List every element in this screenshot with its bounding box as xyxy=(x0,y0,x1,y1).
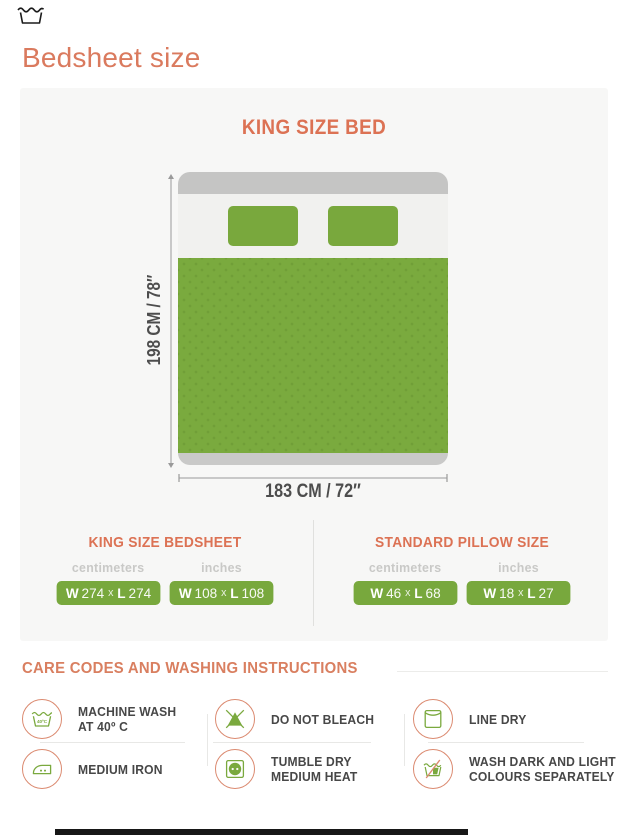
medium-iron-icon xyxy=(22,749,62,789)
bed-footboard xyxy=(178,453,448,465)
x-separator: x xyxy=(405,587,411,599)
l-label: L xyxy=(230,585,239,601)
bed-diagram xyxy=(178,172,448,465)
care-column-divider xyxy=(404,714,405,766)
l-label: L xyxy=(414,585,423,601)
bed-headboard xyxy=(178,172,448,194)
tables-divider xyxy=(313,520,314,626)
care-item-tumble-dry xyxy=(215,749,364,789)
care-row-divider xyxy=(428,742,584,743)
care-item-machine-wash xyxy=(22,699,184,739)
l-label: L xyxy=(117,585,126,601)
tumble-dry-icon xyxy=(215,749,255,789)
size-badge-cm xyxy=(57,581,161,605)
pillow-left xyxy=(228,206,298,246)
care-item-label: DO NOT BLEACH xyxy=(271,711,375,727)
l-value: 108 xyxy=(241,585,265,601)
size-table-title: STANDARD PILLOW SIZE xyxy=(375,534,549,551)
king-size-bedsheet-table xyxy=(55,534,275,605)
height-dimension-label: 198 CM / 78″ xyxy=(144,274,164,366)
size-badge-inches xyxy=(170,581,274,605)
care-row-divider xyxy=(213,742,371,743)
w-label: W xyxy=(178,585,192,601)
column-header-centimeters: centimeters xyxy=(72,560,145,575)
bottom-bar xyxy=(55,829,468,835)
x-separator: x xyxy=(518,587,524,599)
column-header-centimeters: centimeters xyxy=(369,560,442,575)
care-codes-heading xyxy=(22,660,608,678)
column-header-inches: inches xyxy=(498,560,539,575)
care-column-divider xyxy=(207,714,208,766)
w-label: W xyxy=(65,585,79,601)
line-dry-icon xyxy=(413,699,453,739)
care-item-label: TUMBLE DRY MEDIUM HEAT xyxy=(271,754,358,784)
w-label: W xyxy=(370,585,384,601)
l-value: 274 xyxy=(128,585,152,601)
page-title: Bedsheet size xyxy=(22,42,201,73)
machine-wash-temp-text: 40ºC xyxy=(36,719,48,724)
care-item-label: MACHINE WASH AT 40º C xyxy=(78,704,177,734)
l-label: L xyxy=(527,585,536,601)
diagram-panel xyxy=(20,88,608,641)
x-separator: x xyxy=(108,587,114,599)
height-dimension-line xyxy=(167,174,175,468)
pillow-right xyxy=(328,206,398,246)
care-codes-heading-text: CARE CODES AND WASHING INSTRUCTIONS xyxy=(22,660,358,677)
l-value: 68 xyxy=(425,585,441,601)
w-value: 108 xyxy=(194,585,218,601)
heading-rule xyxy=(397,671,608,672)
standard-pillow-size-table xyxy=(352,534,572,605)
size-badge-inches xyxy=(467,581,571,605)
care-item-medium-iron xyxy=(22,749,169,789)
column-header-inches: inches xyxy=(201,560,242,575)
x-separator: x xyxy=(221,587,227,599)
size-badge-cm xyxy=(354,581,458,605)
width-dimension-label: 183 CM / 72″ xyxy=(265,481,361,502)
w-value: 274 xyxy=(81,585,105,601)
care-item-line-dry xyxy=(413,699,531,739)
w-value: 46 xyxy=(386,585,402,601)
w-label: W xyxy=(483,585,497,601)
size-table-title: KING SIZE BEDSHEET xyxy=(88,534,242,551)
do-not-bleach-icon xyxy=(215,699,255,739)
care-item-label: WASH DARK AND LIGHT COLOURS SEPARATELY xyxy=(469,754,616,784)
wash-separately-icon xyxy=(413,749,453,789)
care-row-divider xyxy=(40,742,185,743)
care-item-do-not-bleach xyxy=(215,699,382,739)
care-item-label: LINE DRY xyxy=(469,711,527,727)
hand-wash-tub-icon xyxy=(16,3,46,25)
w-value: 18 xyxy=(499,585,515,601)
machine-wash-icon xyxy=(22,699,62,739)
care-item-label: MEDIUM IRON xyxy=(78,761,163,777)
bed-heading: KING SIZE BED xyxy=(241,116,387,139)
care-item-wash-separately xyxy=(413,749,627,789)
bedsheet xyxy=(178,258,448,453)
l-value: 27 xyxy=(538,585,554,601)
